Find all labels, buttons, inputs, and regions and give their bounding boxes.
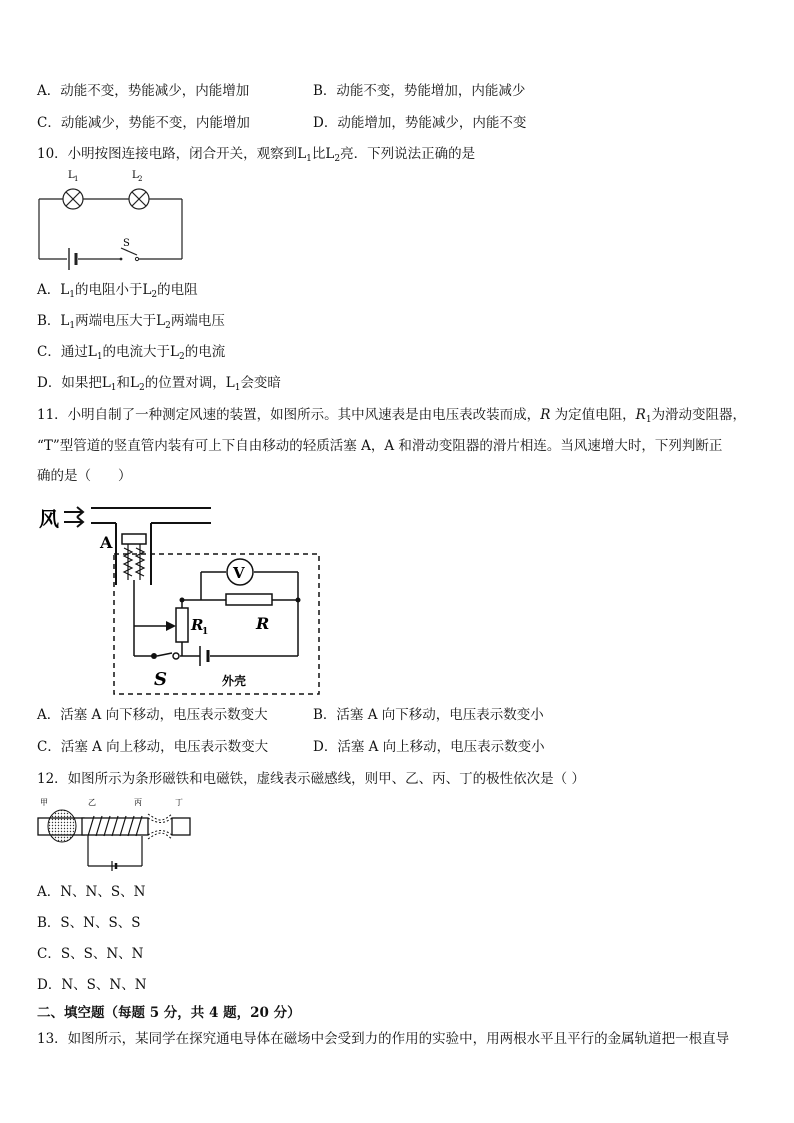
svg-text:S: S — [154, 669, 167, 690]
q11-option-b: B．活塞 A 向下移动，电压表示数变小 — [313, 707, 544, 723]
slider-arrow-icon — [166, 621, 176, 631]
switch-s-icon — [151, 653, 179, 659]
rheostat-r1-icon — [176, 608, 188, 642]
svg-text:1: 1 — [74, 175, 79, 183]
q9-option-d: D．动能增加，势能减少，内能不变 — [313, 115, 527, 131]
q11-stem-line1: 11．小明自制了一种测定风速的装置，如图所示。其中风速表是由电压表改装而成，R 为定值电阻，$R_1$为滑动变阻器， — [37, 407, 747, 425]
q12-option-a: A．N、N、S、N — [37, 884, 146, 900]
svg-text:风: 风 — [39, 507, 59, 531]
q10-option-d: D．如果把$L_1$和$L_2$的位置对调，$L_1$会变暗 — [37, 375, 281, 393]
svg-text:外壳: 外壳 — [222, 674, 247, 688]
svg-text:丙: 丙 — [134, 798, 142, 807]
q9-option-c: C．动能减少，势能不变，内能增加 — [37, 115, 250, 131]
svg-text:丁: 丁 — [175, 798, 183, 807]
q11-stem-line3: 确的是（ ） — [37, 468, 132, 484]
q11-option-c: C．活塞 A 向上移动，电压表示数变大 — [37, 739, 269, 755]
lamp-l1-icon — [63, 189, 83, 209]
q10-circuit-diagram — [36, 166, 186, 274]
svg-text:R: R — [191, 616, 204, 634]
lamp-l2-icon — [129, 189, 149, 209]
q12-option-c: C．S、S、N、N — [37, 946, 144, 962]
bar-magnet-ding-icon — [172, 818, 190, 835]
q10-option-b: B．$L_1$两端电压大于$L_2$两端电压 — [37, 313, 225, 331]
q9-option-b: B．动能不变，势能增加，内能减少 — [313, 83, 526, 99]
svg-text:S: S — [123, 238, 130, 249]
voltmeter-icon — [227, 559, 253, 585]
resistor-r-icon — [226, 594, 272, 605]
q11-option-a: A．活塞 A 向下移动，电压表示数变大 — [37, 707, 268, 723]
svg-text:L: L — [68, 170, 75, 181]
q10-option-c: C．通过$L_1$的电流大于$L_2$的电流 — [37, 344, 226, 362]
field-lines-jia-icon — [48, 810, 76, 842]
svg-text:2: 2 — [138, 175, 143, 183]
q11-wind-device-diagram — [36, 500, 326, 698]
field-lines-bing-ding-icon — [148, 814, 172, 839]
svg-text:R: R — [256, 614, 270, 633]
q12-magnet-diagram — [36, 794, 196, 874]
section-heading: 二、填空题（每题 5 分，共 4 题，20 分） — [37, 1005, 301, 1021]
q9-option-a: A．动能不变，势能减少，内能增加 — [37, 83, 250, 99]
svg-text:甲: 甲 — [40, 798, 48, 807]
svg-text:A: A — [100, 533, 113, 552]
q13-stem: 13．如图所示，某同学在探究通电导体在磁场中会受到力的作用的实验中，用两根水平且平行的金属轨道把一根直导 — [37, 1031, 730, 1047]
spring-icon — [124, 544, 144, 580]
device-shell-outline — [114, 554, 319, 694]
svg-text:V: V — [233, 564, 245, 582]
battery-icon — [69, 248, 76, 270]
q12-option-d: D．N、S、N、N — [37, 977, 147, 993]
svg-text:L: L — [132, 170, 139, 181]
q11-stem-line2: “T”型管道的竖直管内装有可上下自由移动的轻质活塞 A，A 和滑动变阻器的滑片相连。当风速增大时，下列判断正 — [37, 438, 723, 454]
svg-text:1: 1 — [202, 627, 209, 637]
battery-icon — [200, 646, 208, 666]
piston-icon — [122, 534, 146, 544]
switch-contact-icon — [135, 257, 138, 260]
q12-stem: 12．如图所示为条形磁铁和电磁铁，虚线表示磁感线，则甲、乙、丙、丁的极性依次是（ ） — [37, 771, 585, 787]
wind-arrows-icon — [64, 507, 83, 527]
q11-option-d: D．活塞 A 向上移动，电压表示数变小 — [313, 739, 545, 755]
q10-option-a: A．$L_1$的电阻小于$L_2$的电阻 — [37, 282, 198, 300]
q10-stem: 10．小明按图连接电路，闭合开关，观察到$L_1$比$L_2$亮．下列说法正确的是 — [37, 146, 476, 164]
q12-option-b: B．S、N、S、S — [37, 915, 141, 931]
svg-text:乙: 乙 — [88, 798, 96, 807]
